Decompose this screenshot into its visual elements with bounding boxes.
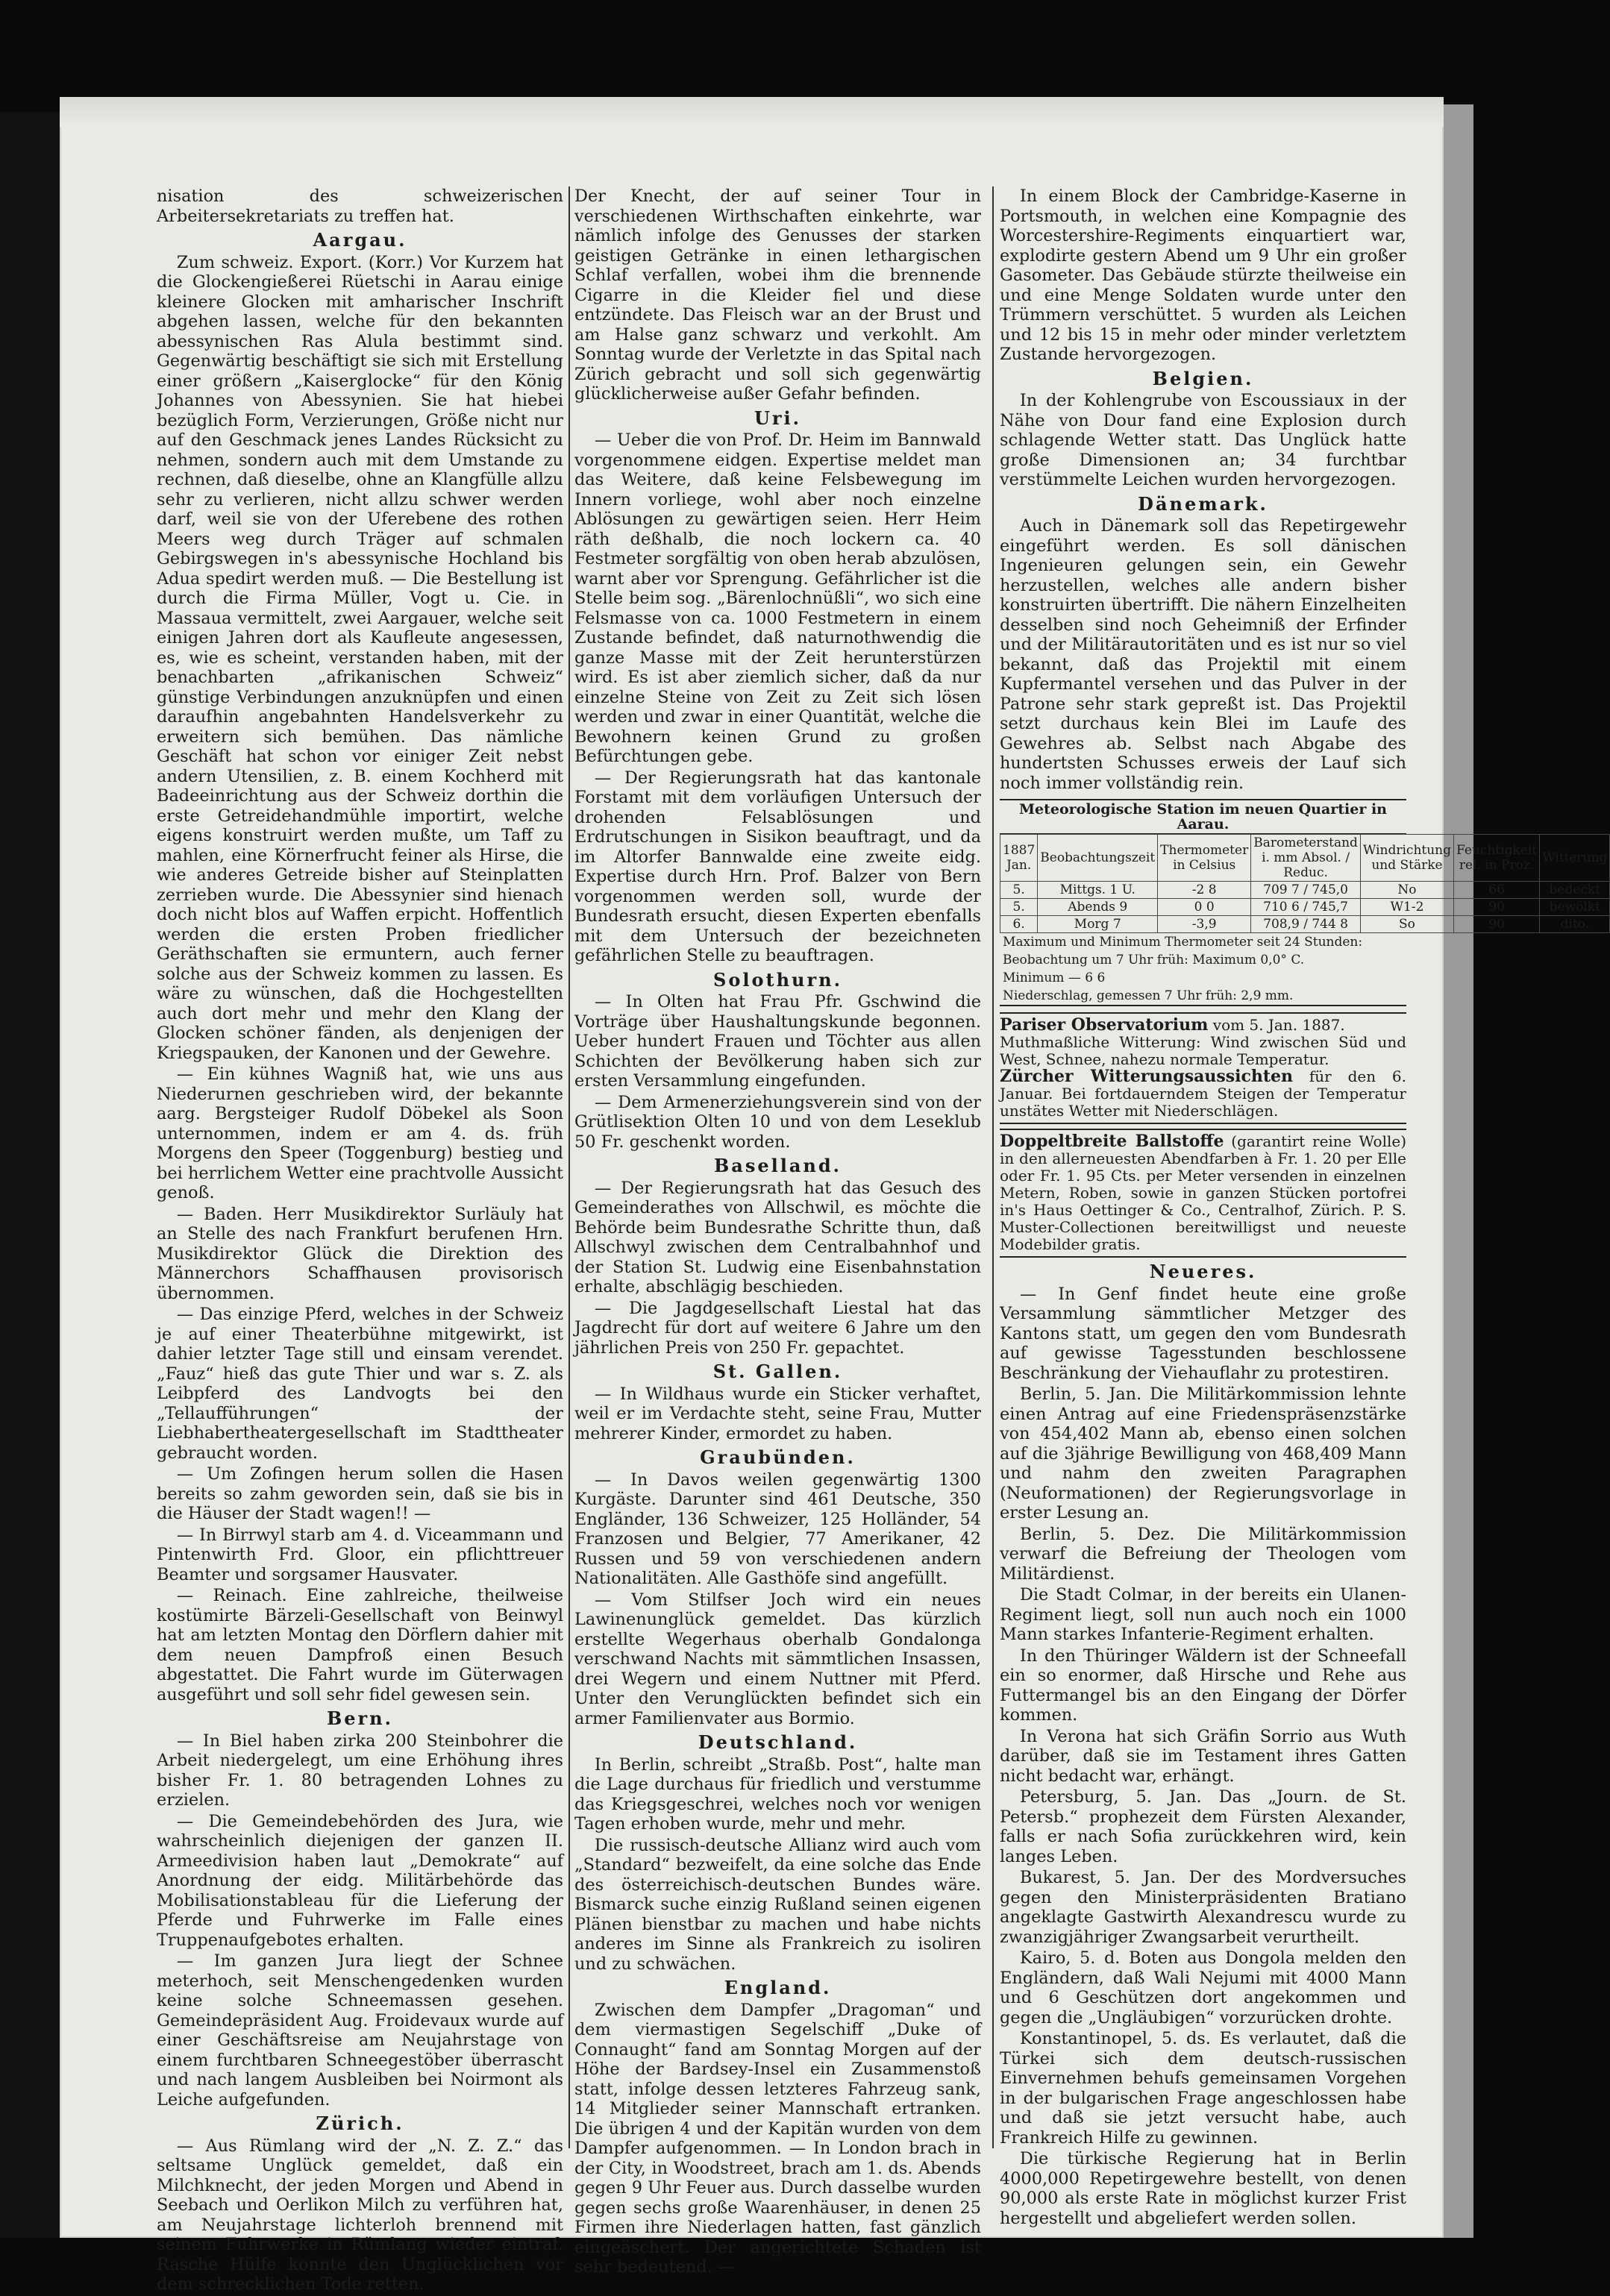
article-paragraph: Die Stadt Colmar, in der bereits ein Ulanen-Regiment liegt, soll nun auch noch ein 1000 Mann starkes Infanterie-Regiment erhalten. — [1000, 1585, 1406, 1644]
zuerich-weather-text: für den 6. Januar. Bei fortdauerndem Steigen der Temperatur unstätes Wetter mit Niederschlägen. — [1000, 1067, 1407, 1120]
weather-cell: Abends 9 — [1038, 899, 1158, 916]
paris-observatory-text: Muthmaßliche Witterung: Wind zwischen Süd und West, Schnee, nahezu normale Temperatur. — [1000, 1033, 1406, 1068]
section-heading-baselland: Baselland. — [714, 1155, 842, 1176]
scan-right-edge — [1444, 104, 1473, 2238]
article-paragraph: — Dem Armenerziehungsverein sind von der Grütlisektion Olten 10 und von dem Leseklub 50 Fr. geschenkt worden. — [574, 1092, 981, 1152]
weather-header-cell: 1887 Jan. — [1000, 835, 1038, 882]
weather-footnote: Niederschlag, gemessen 7 Uhr früh: 2,9 mm. — [1003, 988, 1294, 1003]
article-paragraph: Konstantinopel, 5. ds. Es verlautet, daß die Türkei sich dem deutsch-russischen Einvernehmen behufs gemeinsamen Vorgehen in der bulgarischen Frage angeschlossen habe und daß sie jetzt versucht habe, auch Frankreich Hilfe zu gewinnen. — [1000, 2029, 1406, 2148]
paris-observatory-date: vom 5. Jan. 1887. — [1212, 1016, 1345, 1034]
weather-data-table — [1000, 834, 1610, 933]
advertisement-title: Doppeltbreite Ballstoffe — [1000, 1132, 1224, 1151]
paris-observatory-notice — [1000, 1012, 1406, 1124]
weather-cell: So — [1360, 916, 1453, 933]
weather-cell: 5. — [1000, 899, 1038, 916]
section-heading-daenemark: Dänemark. — [1138, 492, 1268, 515]
weather-cell: No — [1360, 882, 1453, 899]
table-row — [1000, 899, 1610, 916]
article-paragraph: In der Kohlengrube von Escoussiaux in der Nähe von Dour fand eine Explosion durch schlagende Wetter statt. Das Unglück hatte große Dimensionen an; 34 furchtbar verstümmelte Leichen wurden hervorgezogen. — [1000, 391, 1406, 489]
weather-cell: 90 — [1454, 916, 1540, 933]
article-paragraph: Petersburg, 5. Jan. Das „Journ. de St. Petersb.“ prophezeit dem Fürsten Alexander, falls er nach Sofia zurückkehren wird, kein langes Leben. — [1000, 1787, 1406, 1866]
article-paragraph: — Vom Stilfser Joch wird ein neues Lawinenunglück gemeldet. Das kürzlich erstellte Wegerhaus oberhalb Gondalonga verschwand Nachts mit sämmtlichen Insassen, drei Wegern und einem Nuttner mit Pferd. Unter den Verunglückten befindet sich ein armer Familienvater aus Bormio. — [574, 1590, 981, 1728]
article-paragraph: — In Birrwyl starb am 4. d. Viceammann und Pintenwirth Frd. Gloor, ein pflichttreuer Beamter und sorgsamer Hausvater. — [157, 1525, 563, 1584]
paper-fold — [60, 97, 1444, 127]
section-heading-england: England. — [724, 1977, 832, 1998]
article-paragraph: — In Genf findet heute eine große Versammlung sämmtlicher Metzger des Kantons statt, um gegen den vom Bundesrath auf gewisse Tagesstunden beschlossene Beschränkung der Viehauflahr zu protestiren. — [1000, 1284, 1406, 1383]
column-3 — [1000, 186, 1608, 2230]
section-heading-zuerich: Zürich. — [316, 2112, 404, 2134]
article-paragraph: — In Olten hat Frau Pfr. Gschwind die Vorträge über Haushaltungskunde begonnen. Ueber hundert Frauen und Töchter aus allen Schichten der Bevölkerung haben sich zur ersten Versammlung eingefunden. — [574, 992, 981, 1091]
section-heading-aargau: Aargau. — [313, 229, 407, 251]
weather-header-cell: Windrichtung und Stärke — [1360, 835, 1453, 882]
weather-cell: 6. — [1000, 916, 1038, 933]
column-3-intro: In einem Block der Cambridge-Kaserne in Portsmouth, in welchen eine Kompagnie des Worcestershire-Regiments einquartiert war, explodirte gestern Abend um 9 Uhr ein großer Gasometer. Das Gebäude stürzte theilweise ein und eine Menge Soldaten wurde unter den Trümmern verschüttet. 5 wurden als Leichen und 12 bis 15 in mehr oder minder verletztem Zustande hervorgezogen. — [1000, 186, 1406, 364]
weather-title: Meteorologische Station im neuen Quartier in Aarau. — [1000, 800, 1406, 834]
article-paragraph: — Ein kühnes Wagniß hat, wie uns aus Niederurnen geschrieben wird, der bekannte aarg. Bergsteiger Rudolf Döbekel als Soon unternommen, indem er am 4. ds. früh Morgens den Speer (Toggenburg) bestieg und bei herrlichem Wetter eine prachtvolle Aussicht genoß. — [157, 1064, 563, 1202]
article-paragraph: — Die Jagdgesellschaft Liestal hat das Jagdrecht für dort auf weitere 6 Jahre um den jährlichen Preis von 250 Fr. gepachtet. — [574, 1298, 981, 1358]
article-paragraph: Berlin, 5. Dez. Die Militärkommission verwarf die Befreiung der Theologen vom Militärdienst. — [1000, 1524, 1406, 1584]
weather-cell: 710 6 / 745,7 — [1251, 899, 1361, 916]
article-paragraph: — Baden. Herr Musikdirektor Surläuly hat an Stelle des nach Frankfurt berufenen Hrn. Musikdirektor Glück die Direktion des Männerchors Schaffhausen provisorisch übernommen. — [157, 1204, 563, 1303]
article-paragraph: — Das einzige Pferd, welches in der Schweiz je auf einer Theaterbühne mitgewirkt, ist dahier letzter Tage still und einsam verendet. „Fauz“ hieß das gute Thier und war s. Z. als Leibpferd des Landvogts bei den „Tellaufführungen“ der Liebhabertheatergesellschaft im Stadttheater gebraucht worden. — [157, 1305, 563, 1463]
column-rule-1 — [568, 186, 570, 2148]
article-paragraph: — In Davos weilen gegenwärtig 1300 Kurgäste. Darunter sind 461 Deutsche, 350 Engländer, 136 Schweizer, 125 Holländer, 54 Franzosen und Belgier, 77 Amerikaner, 42 Russen und 59 von verschiedenen andern Nationalitäten. Alle Gasthöfe sind angefüllt. — [574, 1469, 981, 1588]
article-paragraph: — Im ganzen Jura liegt der Schnee meterhoch, seit Menschengedenken wurden keine solche Schneemassen gesehen. Gemeindepräsident Aug. Froidevaux wurde auf einer Geschäftsreise am Neujahrstage von einem furchtbaren Schneegestöber überrascht und nach langem Ausbleiben bei Noirmont als Leiche aufgefunden. — [157, 1951, 563, 2110]
article-paragraph: — In Wildhaus wurde ein Sticker verhaftet, weil er im Verdachte steht, seine Frau, Mutter mehrerer Kinder, ermordet zu haben. — [574, 1384, 981, 1443]
weather-cell: 708,9 / 744 8 — [1251, 916, 1361, 933]
article-paragraph: — Um Zofingen herum sollen die Hasen bereits so zahm geworden sein, daß sie bis in die Häuser der Stadt wagen!! — — [157, 1464, 563, 1523]
weather-cell: 5. — [1000, 882, 1038, 899]
weather-cell: -3,9 — [1158, 916, 1251, 933]
weather-cell: 709 7 / 745,0 — [1251, 882, 1361, 899]
table-row — [1000, 882, 1610, 899]
weather-cell: 66 — [1454, 882, 1540, 899]
weather-footnote: Minimum — 6 6 — [1003, 970, 1106, 985]
weather-cell: W1-2 — [1360, 899, 1453, 916]
weather-cell: Mittgs. 1 U. — [1038, 882, 1158, 899]
weather-footnote: Beobachtung um 7 Uhr früh: Maximum 0,0° C. — [1003, 953, 1305, 967]
section-heading-uri: Uri. — [754, 407, 802, 429]
scan-left-margin — [0, 112, 60, 2238]
section-heading-belgien: Belgien. — [1152, 367, 1254, 389]
zuerich-weather-title: Zürcher Witterungsaussichten — [1000, 1067, 1294, 1086]
weather-cell: 90 — [1454, 899, 1540, 916]
article-paragraph: — Der Regierungsrath hat das kantonale Forstamt mit dem vorläufigen Untersuch der drohenden Felsablösungen und Erdrutschungen in Sisikon beauftragt, und da im Altorfer Bannwalde eine zweite eidg. Expertise durch Hrn. Prof. Balzer von Bern vorgenommen werden soll, wurde der Bundesrath ersucht, diesen Experten ebenfalls mit dem Untersuch der bezeichneten gefährlichen Stelle zu beauftragen. — [574, 768, 981, 965]
article-paragraph: — Ueber die von Prof. Dr. Heim im Bannwald vorgenommene eidgen. Expertise meldet man das Weitere, daß keine Felsbewegung im Innern vorliege, wohl aber noch einzelne Ablösungen zu gewärtigen seien. Herr Heim räth deßhalb, die noch lockern ca. 40 Festmeter sorgfältig von oben herab abzulösen, warnt aber vor Sprengung. Gefährlicher ist die Stelle beim sog. „Bärenlochnüßli“, wo sich eine Felsmasse von ca. 1000 Festmetern in einem Zustande befindet, daß naturnothwendig die ganze Masse mit der Zeit herunterstürzen wird. Es ist aber ziemlich sicher, daß da nur einzelne Steine von Zeit zu Zeit sich lösen werden und zwar in einer Quantität, welche die Bewohnern keinen Grund zu großen Befürchtungen gebe. — [574, 430, 981, 766]
section-heading-solothurn: Solothurn. — [713, 968, 842, 991]
advertisement-text: (garantirt reine Wolle) in den allerneuesten Abendfarben à Fr. 1. 20 per Elle oder Fr. 1. 95 Cts. per Meter versenden in einzelnen Metern, Roben, sowie in ganzen Stücken portofrei in's Haus Oettinger & Co., Centralhof, Zürich. P. S. Muster-Collectionen bereitwilligst und neueste Modebilder gratis. — [1000, 1132, 1406, 1253]
article-paragraph: Bukarest, 5. Jan. Der des Mordversuches gegen den Ministerpräsidenten Bratiano angeklagte Gastwirth Alexandrescu wurde zu zwanzigjähriger Zwangsarbeit verurtheilt. — [1000, 1868, 1406, 1947]
column-1-intro: nisation des schweizerischen Arbeitersekretariats zu treffen hat. — [157, 186, 563, 226]
weather-header-row — [1000, 835, 1610, 882]
paris-observatory-title: Pariser Observatorium — [1000, 1015, 1209, 1035]
section-heading-graubuenden: Graubünden. — [700, 1446, 856, 1468]
article-paragraph: In Berlin, schreibt „Straßb. Post“, halte man die Lage durchaus für friedlich und verstumme das Kriegsgeschrei, welches noch vor wenigen Tagen erhoben wurde, mehr und mehr. — [574, 1754, 981, 1834]
weather-header-cell: Barometerstand i. mm Absol. / Reduc. — [1251, 835, 1361, 882]
weather-cell: bedeckt — [1540, 882, 1610, 899]
weather-header-cell: Beobachtungszeit — [1038, 835, 1158, 882]
weather-station-table — [1000, 799, 1608, 1006]
advertisement-ballstoffe — [1000, 1129, 1406, 1258]
weather-cell: dito. — [1540, 916, 1610, 933]
section-heading-deutschland: Deutschland. — [698, 1731, 858, 1753]
weather-header-cell: Feuchtigkeit rel. in Proz. — [1454, 835, 1540, 882]
article-paragraph: Berlin, 5. Jan. Die Militärkommission lehnte einen Antrag auf eine Friedenspräsenzstärke von 454,402 Mann ab, ebenso einen solchen auf die 3jährige Bewilligung von 468,409 Mann und nahm den zweiten Paragraphen (Neuformationen) der Regierungsvorlage in erster Lesung an. — [1000, 1384, 1406, 1522]
weather-cell: Morg 7 — [1038, 916, 1158, 933]
weather-cell: -2 8 — [1158, 882, 1251, 899]
article-paragraph: — Die Gemeindebehörden des Jura, wie wahrscheinlich diejenigen der ganzen II. Armeedivision haben laut „Demokrate“ auf Anordnung der eidg. Militärbehörde das Mobilisationstableau für die Lieferung der Pferde und Fuhrwerke im Falle eines Truppenaufgebotes erhalten. — [157, 1811, 563, 1950]
column-2 — [574, 186, 981, 2279]
weather-footnote: Maximum und Minimum Thermometer seit 24 Stunden: — [1003, 935, 1363, 950]
table-row — [1000, 916, 1610, 933]
article-paragraph: — Aus Rümlang wird der „N. Z. Z.“ das seltsame Unglück gemeldet, daß ein Milchknecht, der jeden Morgen und Abend in Seebach und Oerlikon Milch zu verführen hat, am Neujahrstage lichterloh brennend mit seinem Fuhrwerke in Rümlang wieder eintraf. Rasche Hülfe konnte den Unglücklichen vor dem schrecklichen Tode retten. — [157, 2136, 563, 2294]
column-rule-2 — [992, 186, 994, 2148]
column-2-intro: Der Knecht, der auf seiner Tour in verschiedenen Wirthschaften einkehrte, war nämlich infolge des Genusses der starken geistigen Getränke in einen lethargischen Schlaf verfallen, wobei ihm die brennende Cigarre in die Kleider fiel und diese entzündete. Das Fleisch war an der Brust und am Halse ganz schwarz und verkohlt. Am Sonntag wurde der Verletzte in das Spital nach Zürich gebracht und soll sich gegenwärtig glücklicherweise außer Gefahr befinden. — [574, 186, 981, 404]
weather-header-cell: Thermometer in Celsius — [1158, 835, 1251, 882]
article-paragraph: — In Biel haben zirka 200 Steinbohrer die Arbeit niedergelegt, um eine Erhöhung ihres bisher Fr. 1. 80 betragenden Lohnes zu erzielen. — [157, 1731, 563, 1810]
section-heading-neueres: Neueres. — [1149, 1261, 1257, 1282]
article-paragraph: — Reinach. Eine zahlreiche, theilweise kostümirte Bärzeli-Gesellschaft von Beinwyl hat am letzten Montag den Dörflern dahier mit dem neuen Dampfroß einen Besuch abgestattet. Die Fahrt wurde im Güterwagen ausgeführt und soll sehr fidel gewesen sein. — [157, 1586, 563, 1704]
weather-header-cell: Witterung — [1540, 835, 1610, 882]
article-paragraph: Die türkische Regierung hat in Berlin 4000,000 Repetirgewehre bestellt, von denen 90,000 als erste Rate in möglichst kurzer Frist hergestellt und abgeliefert werden sollen. — [1000, 2149, 1406, 2228]
article-paragraph: In Verona hat sich Gräfin Sorrio aus Wuth darüber, daß sie im Testament ihres Gatten nicht bedacht war, erhängt. — [1000, 1726, 1406, 1786]
weather-cell: bewölkt — [1540, 899, 1610, 916]
article-paragraph: Zwischen dem Dampfer „Dragoman“ und dem viermastigen Segelschiff „Duke of Connaught“ fand am Sonntag Morgen auf der Höhe der Bardsey-Insel ein Zusammenstoß statt, infolge dessen letzteres Fahrzeug sank, 14 Mitglieder seiner Mannschaft ertranken. Die übrigen 4 und der Kapitän wurden von dem Dampfer aufgenommen. — In London brach in der City, in Woodstreet, brach am 1. ds. Abends gegen 9 Uhr Feuer aus. Durch dasselbe wurden gegen sechs große Waarenhäuser, in denen 25 Firmen ihre Niederlagen hatten, fast gänzlich eingeäschert. Der angerichtete Schaden ist sehr bedeutend. — — [574, 2000, 981, 2277]
article-paragraph: In den Thüringer Wäldern ist der Schneefall ein so enormer, daß Hirsche und Rehe aus Futtermangel bis an den Eingang der Dörfer kommen. — [1000, 1646, 1406, 1725]
article-paragraph: Kairo, 5. d. Boten aus Dongola melden den Engländern, daß Wali Nejumi mit 4000 Mann und 6 Geschützen dort angekommen und gegen die „Ungläubigen“ vorzurücken drohte. — [1000, 1948, 1406, 2027]
weather-cell: 0 0 — [1158, 899, 1251, 916]
article-paragraph: Auch in Dänemark soll das Repetirgewehr eingeführt werden. Es soll dänischen Ingenieuren gelungen sein, ein Gewehr herzustellen, welches alle andern bisher konstruirten übertrifft. Die nähern Einzelheiten desselben sind noch Geheimniß der Erfinder und der Militärautoritäten und es ist nur so viel bekannt, daß das Projektil mit einem Kupfermantel versehen und das Pulver in der Patrone sehr stark gepreßt ist. Das Projektil setzt durchaus kein Blei im Laufe des Gewehres ab. Selbst nach Abgabe des hundertsten Schusses erweis der Lauf sich noch immer vollständig rein. — [1000, 516, 1406, 793]
article-paragraph: — Der Regierungsrath hat das Gesuch des Gemeinderathes von Allschwil, es möchte die Behörde beim Bundesrathe Schritte thun, daß Allschwyl zwischen dem Centralbahnhof und der Station St. Ludwig eine Eisenbahnstation erhalte, abschlägig beschieden. — [574, 1178, 981, 1296]
article-paragraph: Die russisch-deutsche Allianz wird auch vom „Standard“ bezweifelt, da eine solche das Ende des österreichisch-deutschen Bundes wäre. Bismarck suche einzig Rußland seinen eigenen Plänen bienstbar zu machen und habe nichts anderes im Sinne als Frankreich zu isoliren und zu schwächen. — [574, 1835, 981, 1974]
article-paragraph: Zum schweiz. Export. (Korr.) Vor Kurzem hat die Glockengießerei Rüetschi in Aarau einige kleinere Glocken mit amharischer Inschrift abgehen lassen, welche für den bekannten abessynischen Ras Alula bestimmt sind. Gegenwärtig beschäftigt sie sich mit Erstellung einer größern „Kaiserglocke“ für den König Johannes von Abessynien. Sie hat hiebei bezüglich Form, Verzierungen, Größe nicht nur auf den Geschmack jenes Landes Rücksicht zu nehmen, sondern auch mit dem Umstande zu rechnen, daß dieselbe, ohne an Klangfülle allzu sehr zu verlieren, nicht allzu schwer werden darf, weil sie von der Uferebene des rothen Meers weg durch Träger auf schmalen Gebirgswegen in's abessynische Hochland bis Adua spedirt werden muß. — Die Bestellung ist durch die Firma Müller, Vogt u. Cie. in Massaua vermittelt, zwei Aargauer, welche seit einigen Jahren dort als Kaufleute angesessen, es, wie es scheint, verstanden haben, mit der benachbarten „afrikanischen Schweiz“ günstige Verbindungen anzuknüpfen und einen daraufhin angebahnten Handelsverkehr zu erweitern sich bemühen. Das nämliche Geschäft hat schon vor einiger Zeit nebst andern Utensilien, z. B. einem Kochherd mit Badeeinrichtung aus der Schweiz dorthin die erste Getreidehandmühle importirt, welche eigens konstruirt werden mußte, um Taff zu mahlen, eine Körnerfrucht feiner als Hirse, die wie anderes Getreide bisher auf Steinplatten zerrieben wurde. Die Abessynier sind hienach doch nicht blos auf Waffen erpicht. Hoffentlich werden die ersten Proben friedlicher Geräthschaften sie ermuntern, auch ferner solche aus der Schweiz kommen zu lassen. Es wäre zu wünschen, daß die Hochgestellten auch dort mehr und mehr den Klang der Glocken schöner fänden, als denjenigen der Kriegspauken, der Kanonen und der Gewehre. — [157, 252, 563, 1063]
section-heading-bern: Bern. — [326, 1707, 393, 1729]
section-heading-stgallen: St. Gallen. — [712, 1361, 843, 1382]
column-1 — [157, 186, 563, 2296]
